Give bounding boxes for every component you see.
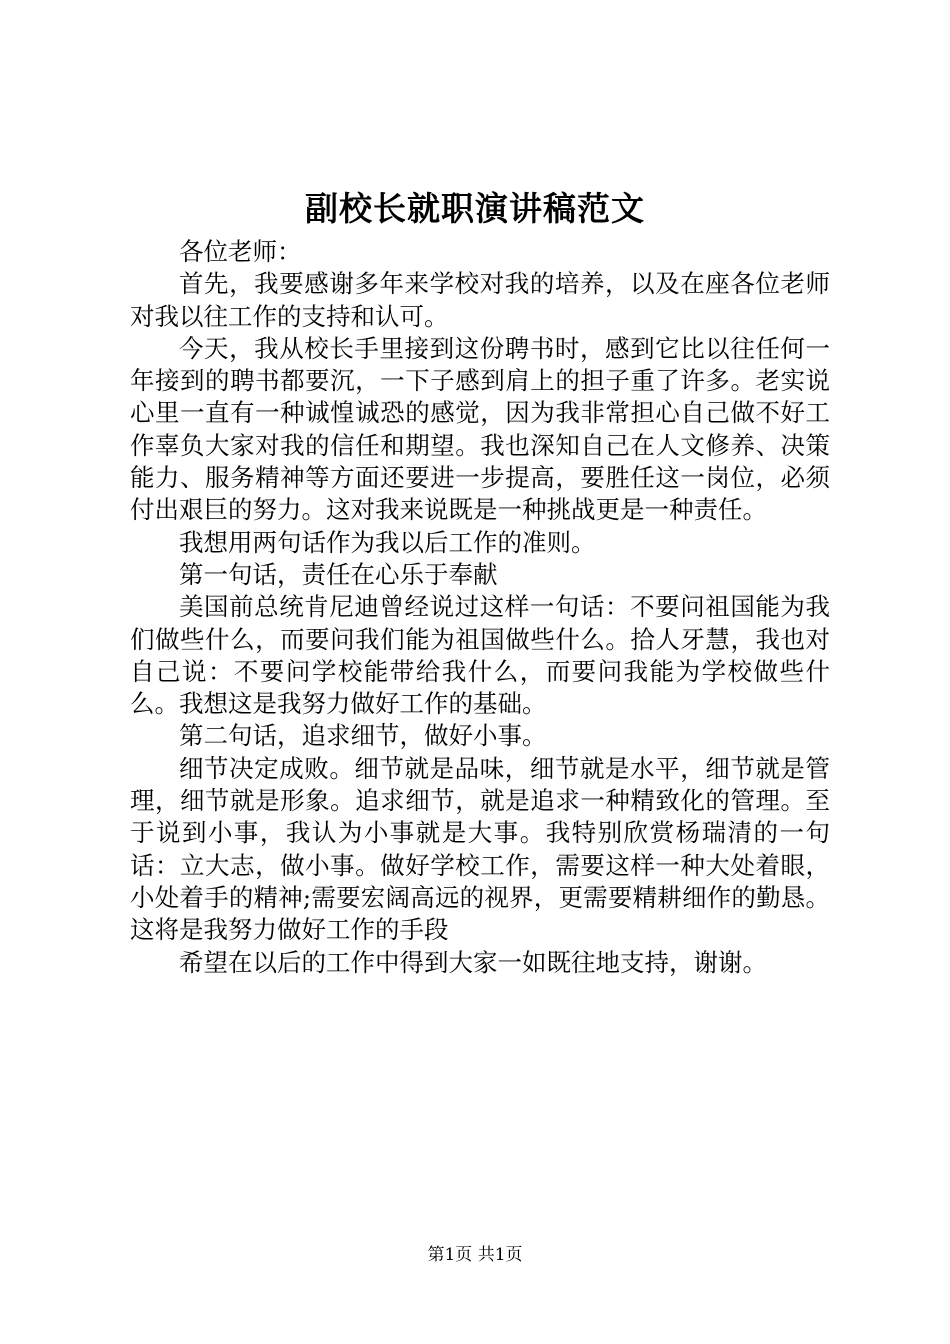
paragraph-salutation: 各位老师： <box>179 237 302 266</box>
document-body <box>130 236 830 979</box>
paragraph-details: 细节决定成败。细节就是品味，细节就是水平，细节就是管理，细节就是形象。追求细节，就是追求一种精致化的管理。至于说到小事，我认为小事就是大事。我特别欣赏杨瑞清的一句话：立大志，做小事。做好学校工作，需要这样一种大处着眼，小处着手的精神;需要宏阔高远的视界，更需要精耕细作的勤恳。这将是我努力做好工作的手段 <box>130 753 830 945</box>
paragraph-thanks: 首先，我要感谢多年来学校对我的培养，以及在座各位老师对我以往工作的支持和认可。 <box>130 269 830 331</box>
paragraph-closing: 希望在以后的工作中得到大家一如既往地支持，谢谢。 <box>179 947 767 977</box>
paragraph-second-principle: 第二句话，追求细节，做好小事。 <box>179 721 547 751</box>
paragraph-kennedy: 美国前总统肯尼迪曾经说过这样一句话：不要问祖国能为我们做些什么，而要问我们能为祖国做些什么。拾人牙慧，我也对自己说：不要问学校能带给我什么，而要问我能为学校做些什么。我想这是我努力做好工作的基础。 <box>130 592 830 719</box>
document-title: 副校长就职演讲稿范文 <box>305 189 645 228</box>
paragraph-first-principle: 第一句话，责任在心乐于奉献 <box>179 559 498 589</box>
paragraph-principles-intro: 我想用两句话作为我以后工作的准则。 <box>179 527 596 557</box>
paragraph-today: 今天，我从校长手里接到这份聘书时，感到它比以往任何一年接到的聘书都要沉，一下子感到肩上的担子重了许多。老实说心里一直有一种诚惶诚恐的感觉，因为我非常担心自己做不好工作辜负大家对我的信任和期望。我也深知自己在人文修养、决策能力、服务精神等方面还要进一步提高，要胜任这一岗位，必须付出艰巨的努力。这对我来说既是一种挑战更是一种责任。 <box>130 333 830 525</box>
page-number-footer: 第1页 共1页 <box>427 1245 523 1265</box>
